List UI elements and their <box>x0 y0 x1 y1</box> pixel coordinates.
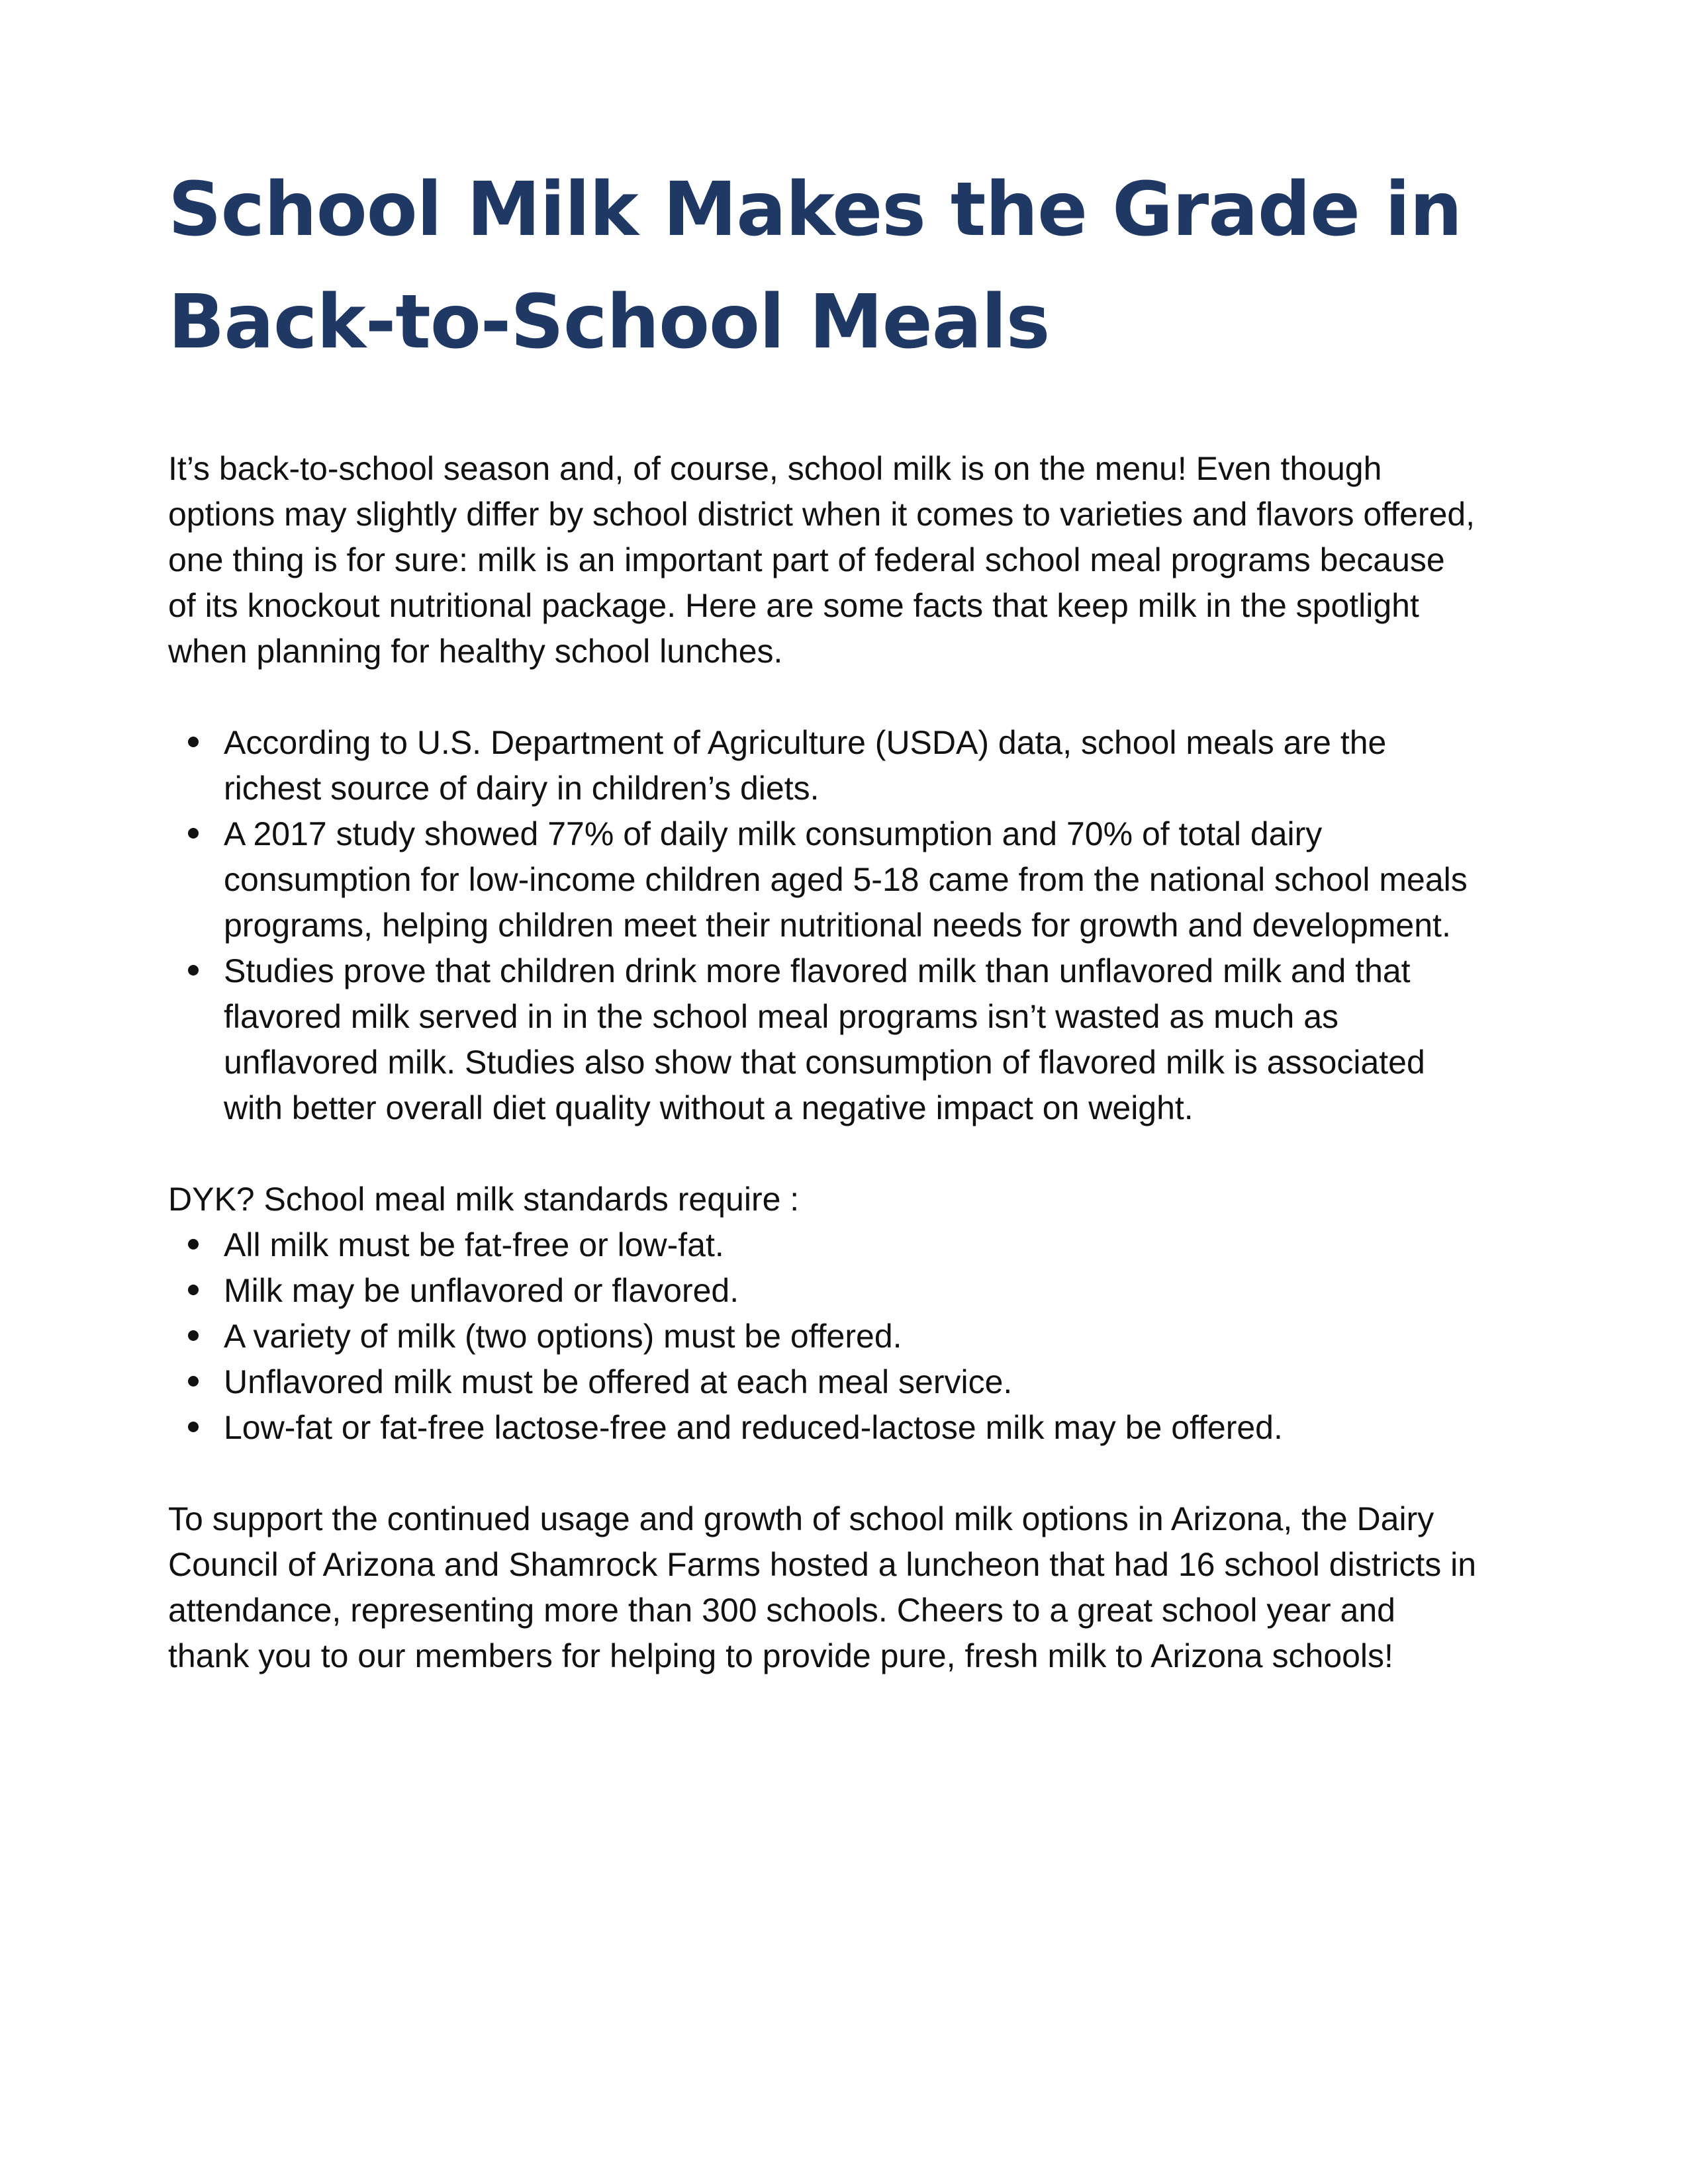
bullet-icon <box>188 737 199 747</box>
title-line-2: Back-to-School Meals <box>168 279 1050 365</box>
fact-item <box>224 948 1479 1131</box>
article-content <box>168 154 1479 1679</box>
standard-text: Unflavored milk must be offered at each meal service. <box>224 1363 1013 1400</box>
bullet-icon <box>188 1376 199 1387</box>
standard-item <box>224 1268 1479 1314</box>
fact-text: Studies prove that children drink more flavored milk than unflavored milk and that flavored milk served in in the school meal programs isn’t wasted as much as unflavored milk. Studies also show that consumption of flavored milk is associated with better overall diet quality without a negative impact on weight. <box>224 952 1425 1126</box>
standard-text: Low-fat or fat-free lactose-free and reduced-lactose milk may be offered. <box>224 1409 1283 1446</box>
standard-item <box>224 1405 1479 1451</box>
bullet-icon <box>188 1239 199 1250</box>
bullet-icon <box>188 1330 199 1341</box>
standard-text: All milk must be fat-free or low-fat. <box>224 1226 724 1263</box>
bullet-icon <box>188 1285 199 1295</box>
fact-item <box>224 811 1479 948</box>
dyk-heading: DYK? School meal milk standards require : <box>168 1181 800 1218</box>
fact-item <box>224 720 1479 811</box>
fact-text: According to U.S. Department of Agriculture (USDA) data, school meals are the richest source of dairy in children’s diets. <box>224 724 1387 807</box>
standard-item <box>224 1222 1479 1268</box>
bullet-icon <box>188 965 199 976</box>
page-title <box>168 154 1479 379</box>
closing-paragraph: To support the continued usage and growth of school milk options in Arizona, the Dairy Council of Arizona and Shamrock Farms hosted a luncheon that had 16 school districts in attendance, representing more than 300 schools. Cheers to a great school year and thank you to our members for helping to provide pure, fresh milk to Arizona schools! <box>168 1500 1477 1674</box>
standard-item <box>224 1359 1479 1405</box>
title-line-1: School Milk Makes the Grade in <box>168 167 1462 253</box>
facts-list <box>168 720 1479 1131</box>
intro-paragraph: It’s back-to-school season and, of course, school milk is on the menu! Even though options may slightly differ by school district when it comes to varieties and flavors offered, one thing is for sure: milk is an important part of federal school meal programs because of its knockout nutritional package. Here are some facts that keep milk in the spotlight when planning for healthy school lunches. <box>168 450 1476 670</box>
fact-text: A 2017 study showed 77% of daily milk consumption and 70% of total dairy consumption for low-income children aged 5-18 came from the national school meals programs, helping children meet their nutritional needs for growth and development. <box>224 815 1468 944</box>
standard-text: Milk may be unflavored or flavored. <box>224 1272 739 1309</box>
standard-item <box>224 1314 1479 1359</box>
bullet-icon <box>188 828 199 839</box>
bullet-icon <box>188 1422 199 1432</box>
standard-text: A variety of milk (two options) must be offered. <box>224 1318 902 1355</box>
standards-list <box>168 1222 1479 1451</box>
